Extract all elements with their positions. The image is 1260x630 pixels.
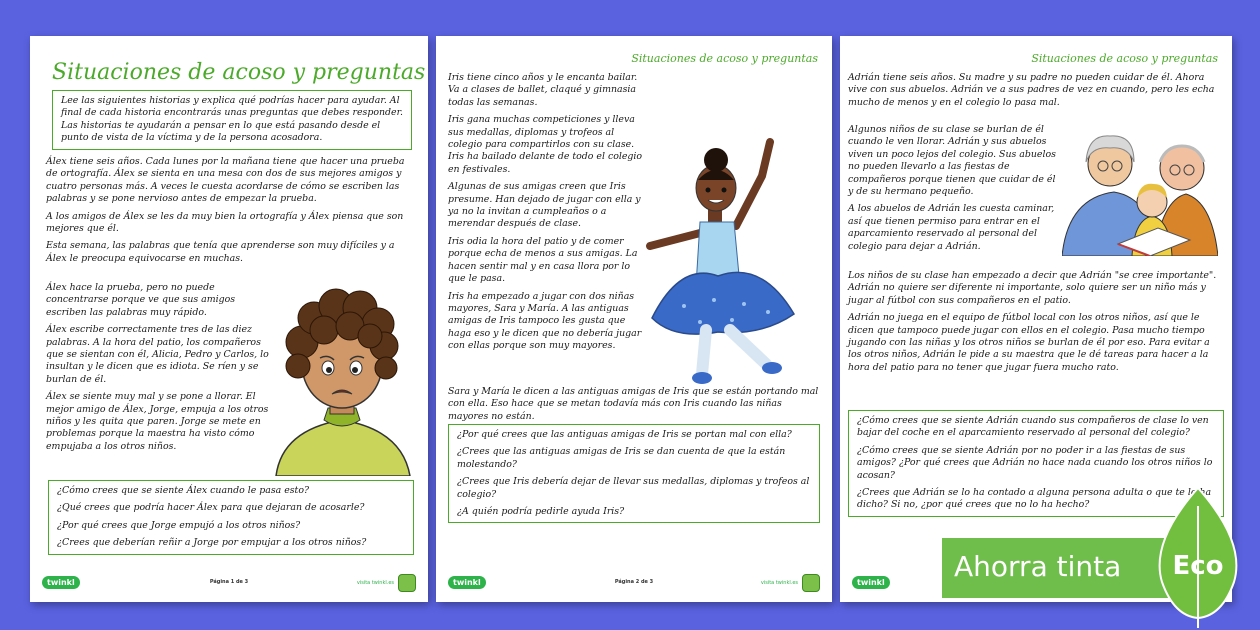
- site-link[interactable]: visita twinkl.es: [760, 580, 798, 586]
- paragraph: Iris ha empezado a jugar con dos niñas mayores, Sara y María. A las antiguas amigas de Iris tampoco les gusta que haga eso y le dicen que no debería jugar con ellas porque son muy mayores.: [448, 290, 642, 352]
- question: ¿Crees que las antiguas amigas de Iris se dan cuenta de que la están molestando?: [457, 446, 786, 470]
- page-footer: [42, 574, 416, 594]
- worksheet-page-2: [436, 36, 832, 602]
- questions-box: [448, 424, 820, 523]
- boy-illustration: [274, 280, 412, 476]
- question: ¿Por qué crees que Jorge empujó a los otros niños?: [57, 519, 301, 531]
- paragraph: Algunos niños de su clase se burlan de él cuando le ven llorar. Adrián y sus abuelos viven un poco lejos del colegio. Sus abuelos no pueden llevarlo a las fiestas de compañeros porque tienen que cuidar de él y de su hermano pequeño.: [848, 124, 1056, 198]
- paragraph: Algunas de sus amigas creen que Iris presume. Han dejado de jugar con ella y ya no la invitan a cumpleaños o a merendar después de clase.: [448, 181, 641, 230]
- twinkl-logo: twinkl: [448, 576, 486, 589]
- page-title: Situaciones de acoso y preguntas: [52, 60, 426, 85]
- twinkl-logo: twinkl: [42, 576, 80, 589]
- paragraph: Adrián no juega en el equipo de fútbol local con los otros niños, así que le dicen que tampoco puede jugar con ellos en el colegio. Pasa mucho tiempo jugando con las niñas y los otros niños se burlan de él por eso. Para evitar a los otros niños, Adrián le pide a su maestra que le dé tareas para hacer a la hora del patio para no tener que jugar fuera mucho rato.: [848, 312, 1210, 373]
- story-alex-top: [46, 156, 414, 270]
- question: ¿Qué crees que podría hacer Álex para que dejaran de acosarle?: [57, 502, 365, 514]
- eco-banner-label: Ahorra tinta: [954, 550, 1122, 583]
- intro-text: Lee las siguientes historias y explica qué podrías hacer para ayudar. Al final de cada historia encontrarás unas preguntas que debes responder. Las historias te ayudarán a pensar en lo que está pasando desde el punto de vista de la víctima y de la persona acosadora.: [61, 95, 403, 144]
- paragraph: Iris gana muchas competiciones y lleva sus medallas, diplomas y trofeos al colegio para compartirlos con su clase. Iris ha bailado delante de todo el colegio en festivales.: [448, 114, 643, 175]
- page-number: Página 2 de 3: [614, 579, 654, 585]
- story-adrian-wide: [848, 270, 1224, 379]
- site-link[interactable]: visita twinkl.es: [356, 580, 394, 586]
- ballerina-illustration: [644, 136, 820, 386]
- page-footer: [448, 574, 820, 594]
- page-number: Página 1 de 3: [209, 579, 249, 585]
- running-title: Situaciones de acoso y preguntas: [631, 52, 818, 65]
- paragraph: Iris tiene cinco años y le encanta bailar. Va a clases de ballet, claqué y gimnasia todas las semanas.: [448, 72, 638, 108]
- grandparents-illustration: [1062, 116, 1218, 256]
- eco-leaf-label: Eco: [1172, 551, 1224, 581]
- story-iris-narrow: [448, 72, 644, 358]
- question: ¿A quién podría pedirle ayuda Iris?: [457, 506, 625, 518]
- story-iris-wide: [448, 386, 820, 428]
- paragraph: A los amigos de Álex se les da muy bien la ortografía y Álex piensa que son mejores que él.: [46, 210, 404, 235]
- question: ¿Cómo crees que se siente Álex cuando le pasa esto?: [57, 485, 309, 496]
- question: ¿Cómo crees que se siente Adrián por no poder ir a las fiestas de sus amigos? ¿Por qué crees que Adrián no hace nada cuando los otros niños lo acosan?: [857, 444, 1213, 481]
- running-title: Situaciones de acoso y preguntas: [1031, 52, 1218, 65]
- question: ¿Crees que Adrián se lo ha contado a alguna persona adulta o que te lo ha dicho? Si no, ¿por qué crees que no lo ha hecho?: [857, 487, 1212, 511]
- worksheet-page-1: [30, 36, 428, 602]
- story-adrian-narrow: [848, 124, 1060, 258]
- eco-leaf-icon: [1148, 486, 1248, 628]
- twinkl-logo: twinkl: [852, 576, 890, 589]
- question: ¿Crees que deberían reñir a Jorge por empujar a los otros niños?: [57, 537, 367, 549]
- question: ¿Por qué crees que las antiguas amigas de Iris se portan mal con ella?: [457, 429, 792, 440]
- paragraph: Álex escribe correctamente tres de las diez palabras. A la hora del patio, los compañeros que se sientan con él, Alicia, Pedro y Carlos, lo insultan y le dicen que es idiota. Se ríen y se burlan de él.: [46, 324, 269, 385]
- eco-badge-icon: [802, 574, 820, 592]
- paragraph: Esta semana, las palabras que tenía que aprenderse son muy difíciles y a Álex le preocupa equivocarse en muchas.: [46, 240, 395, 264]
- paragraph: A los abuelos de Adrián les cuesta caminar, así que tienen permiso para entrar en el aparcamiento reservado al personal del colegio para dejar a Adrián.: [848, 203, 1055, 252]
- question: ¿Crees que Iris debería dejar de llevar sus medallas, diplomas y trofeos al colegio?: [457, 476, 810, 500]
- question: ¿Cómo crees que se siente Adrián cuando sus compañeros de clase lo ven bajar del coche en el aparcamiento reservado al personal del colegio?: [857, 415, 1209, 439]
- paragraph: Álex hace la prueba, pero no puede concentrarse porque ve que sus amigos escriben las palabras muy rápido.: [46, 282, 236, 318]
- questions-box: [48, 480, 414, 555]
- story-alex-narrow: [46, 282, 272, 458]
- paragraph: Álex se siente muy mal y se pone a llorar. El mejor amigo de Álex, Jorge, empuja a los otros niños y les quita que paren. Jorge se mete en problemas porque la maestra ha visto cómo empujaba a los otros niños.: [46, 391, 269, 452]
- paragraph: Álex tiene seis años. Cada lunes por la mañana tiene que hacer una prueba de ortografía. Álex se sienta en una mesa con dos de sus mejores amigos y cuatro personas más. A veces le cuesta acordarse de cómo se escriben las palabras y se pone nervioso antes de empezar la prueba.: [46, 156, 405, 205]
- paragraph: Los niños de su clase han empezado a decir que Adrián "se cree importante". Adrián no quiere ser diferente ni importante, solo quiere ser un niño más y jugar al fútbol con sus compañeros en el patio.: [848, 270, 1217, 306]
- intro-box: [52, 90, 412, 150]
- eco-badge-icon: [398, 574, 416, 592]
- paragraph: Iris odia la hora del patio y de comer porque echa de menos a sus amigas. La hacen sentir mal y en casa llora por lo que le pasa.: [448, 235, 638, 285]
- paragraph: Adrián tiene seis años. Su madre y su padre no pueden cuidar de él. Ahora vive con sus abuelos. Adrián ve a sus padres de vez en cuando, pero les echa mucho de menos y en el colegio lo pasa mal.: [848, 72, 1215, 108]
- story-adrian-intro: [848, 72, 1224, 114]
- paragraph: Sara y María le dicen a las antiguas amigas de Iris que se están portando mal con ella. Eso hace que se metan todavía más con Iris cuando las niñas mayores no están.: [448, 386, 819, 422]
